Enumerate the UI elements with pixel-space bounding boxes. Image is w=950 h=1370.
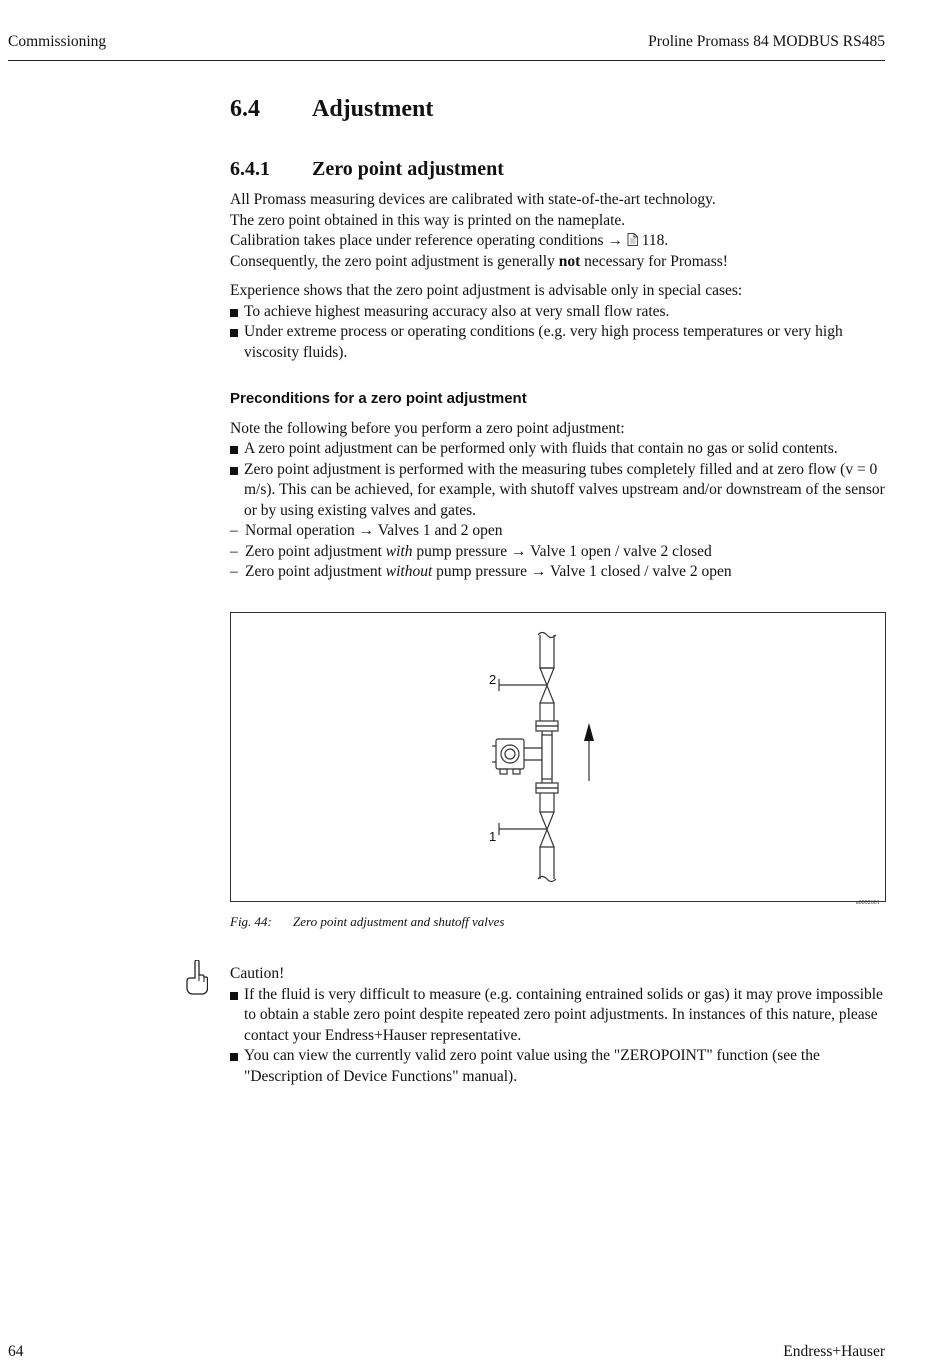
intro-line: The zero point obtained in this way is printed on the nameplate. — [230, 211, 626, 229]
shutoff-valves-diagram — [231, 613, 885, 901]
caution-title: Caution! — [230, 965, 285, 982]
section-number: 6.4 — [230, 96, 260, 122]
section-heading — [230, 96, 433, 123]
intro-line: Calibration takes place under reference operating conditions → 118. — [230, 232, 669, 249]
subsection-number: 6.4.1 — [230, 158, 270, 180]
bullet-icon — [230, 992, 238, 1000]
page-reference-link[interactable]: 118. — [641, 232, 669, 249]
bullet-icon — [230, 329, 238, 337]
pointing-hand-icon — [186, 960, 208, 996]
list-item: Under extreme process or operating conditions (e.g. very high process temperatures or very high viscosity fluids). — [230, 322, 890, 363]
valve-1-label: 1 — [489, 829, 497, 844]
caution-block — [230, 964, 890, 1087]
page-reference-icon — [627, 233, 638, 246]
figure-id: a0002601 — [856, 900, 880, 906]
preconditions-title: Preconditions for a zero point adjustment — [230, 390, 527, 407]
intro-line: Consequently, the zero point adjustment is generally not necessary for Promass! — [230, 252, 728, 270]
bullet-icon — [230, 309, 238, 317]
intro-line: All Promass measuring devices are calibrated with state-of-the-art technology. — [230, 191, 716, 208]
bullet-icon — [230, 446, 238, 454]
header-section: Commissioning — [8, 33, 107, 50]
dash-item: – Normal operation → Valves 1 and 2 open — [230, 522, 503, 539]
section-title: Adjustment — [312, 96, 434, 122]
figure-frame — [230, 612, 886, 902]
list-item: To achieve highest measuring accuracy also at very small flow rates. — [230, 302, 890, 323]
dash-item: – Zero point adjustment with pump pressure → Valve 1 open / valve 2 closed — [230, 542, 712, 560]
bullet-icon — [230, 1053, 238, 1061]
experience-block — [230, 281, 890, 363]
list-item: You can view the currently valid zero point value using the "ZEROPOINT" function (see the "Description of Device Functions" manual). — [230, 1046, 890, 1087]
dash-item: – Zero point adjustment without pump pressure → Valve 1 closed / valve 2 open — [230, 563, 732, 580]
header-product: Proline Promass 84 MODBUS RS485 — [648, 33, 885, 50]
footer-brand: Endress+Hauser — [783, 1343, 885, 1360]
intro-paragraph — [230, 190, 890, 272]
subsection-heading — [230, 158, 504, 181]
list-item: Zero point adjustment is performed with the measuring tubes completely filled and at zero flow (v = 0 m/s). This can be achieved, for example, with shutoff valves upstream and/or downstream of the sensor or by using existing valves and gates. — [230, 460, 890, 522]
list-item: A zero point adjustment can be performed only with fluids that contain no gas or solid contents. — [230, 439, 890, 460]
figure-caption: Fig. 44: Zero point adjustment and shutoff valves — [230, 914, 505, 929]
page-number: 64 — [8, 1343, 24, 1360]
preconditions-block — [230, 389, 890, 583]
header-divider — [8, 60, 885, 61]
flow-direction-arrow — [584, 723, 594, 741]
list-item: If the fluid is very difficult to measure (e.g. containing entrained solids or gas) it may prove impossible to obtain a stable zero point despite repeated zero point adjustments. In instances of this nature, please contact your Endress+Hauser representative. — [230, 985, 890, 1047]
preconditions-lead: Note the following before you perform a zero point adjustment: — [230, 419, 625, 437]
experience-lead: Experience shows that the zero point adjustment is advisable only in special cases: — [230, 282, 743, 299]
subsection-title: Zero point adjustment — [312, 158, 504, 180]
bullet-icon — [230, 467, 238, 475]
valve-2-label: 2 — [489, 672, 497, 687]
